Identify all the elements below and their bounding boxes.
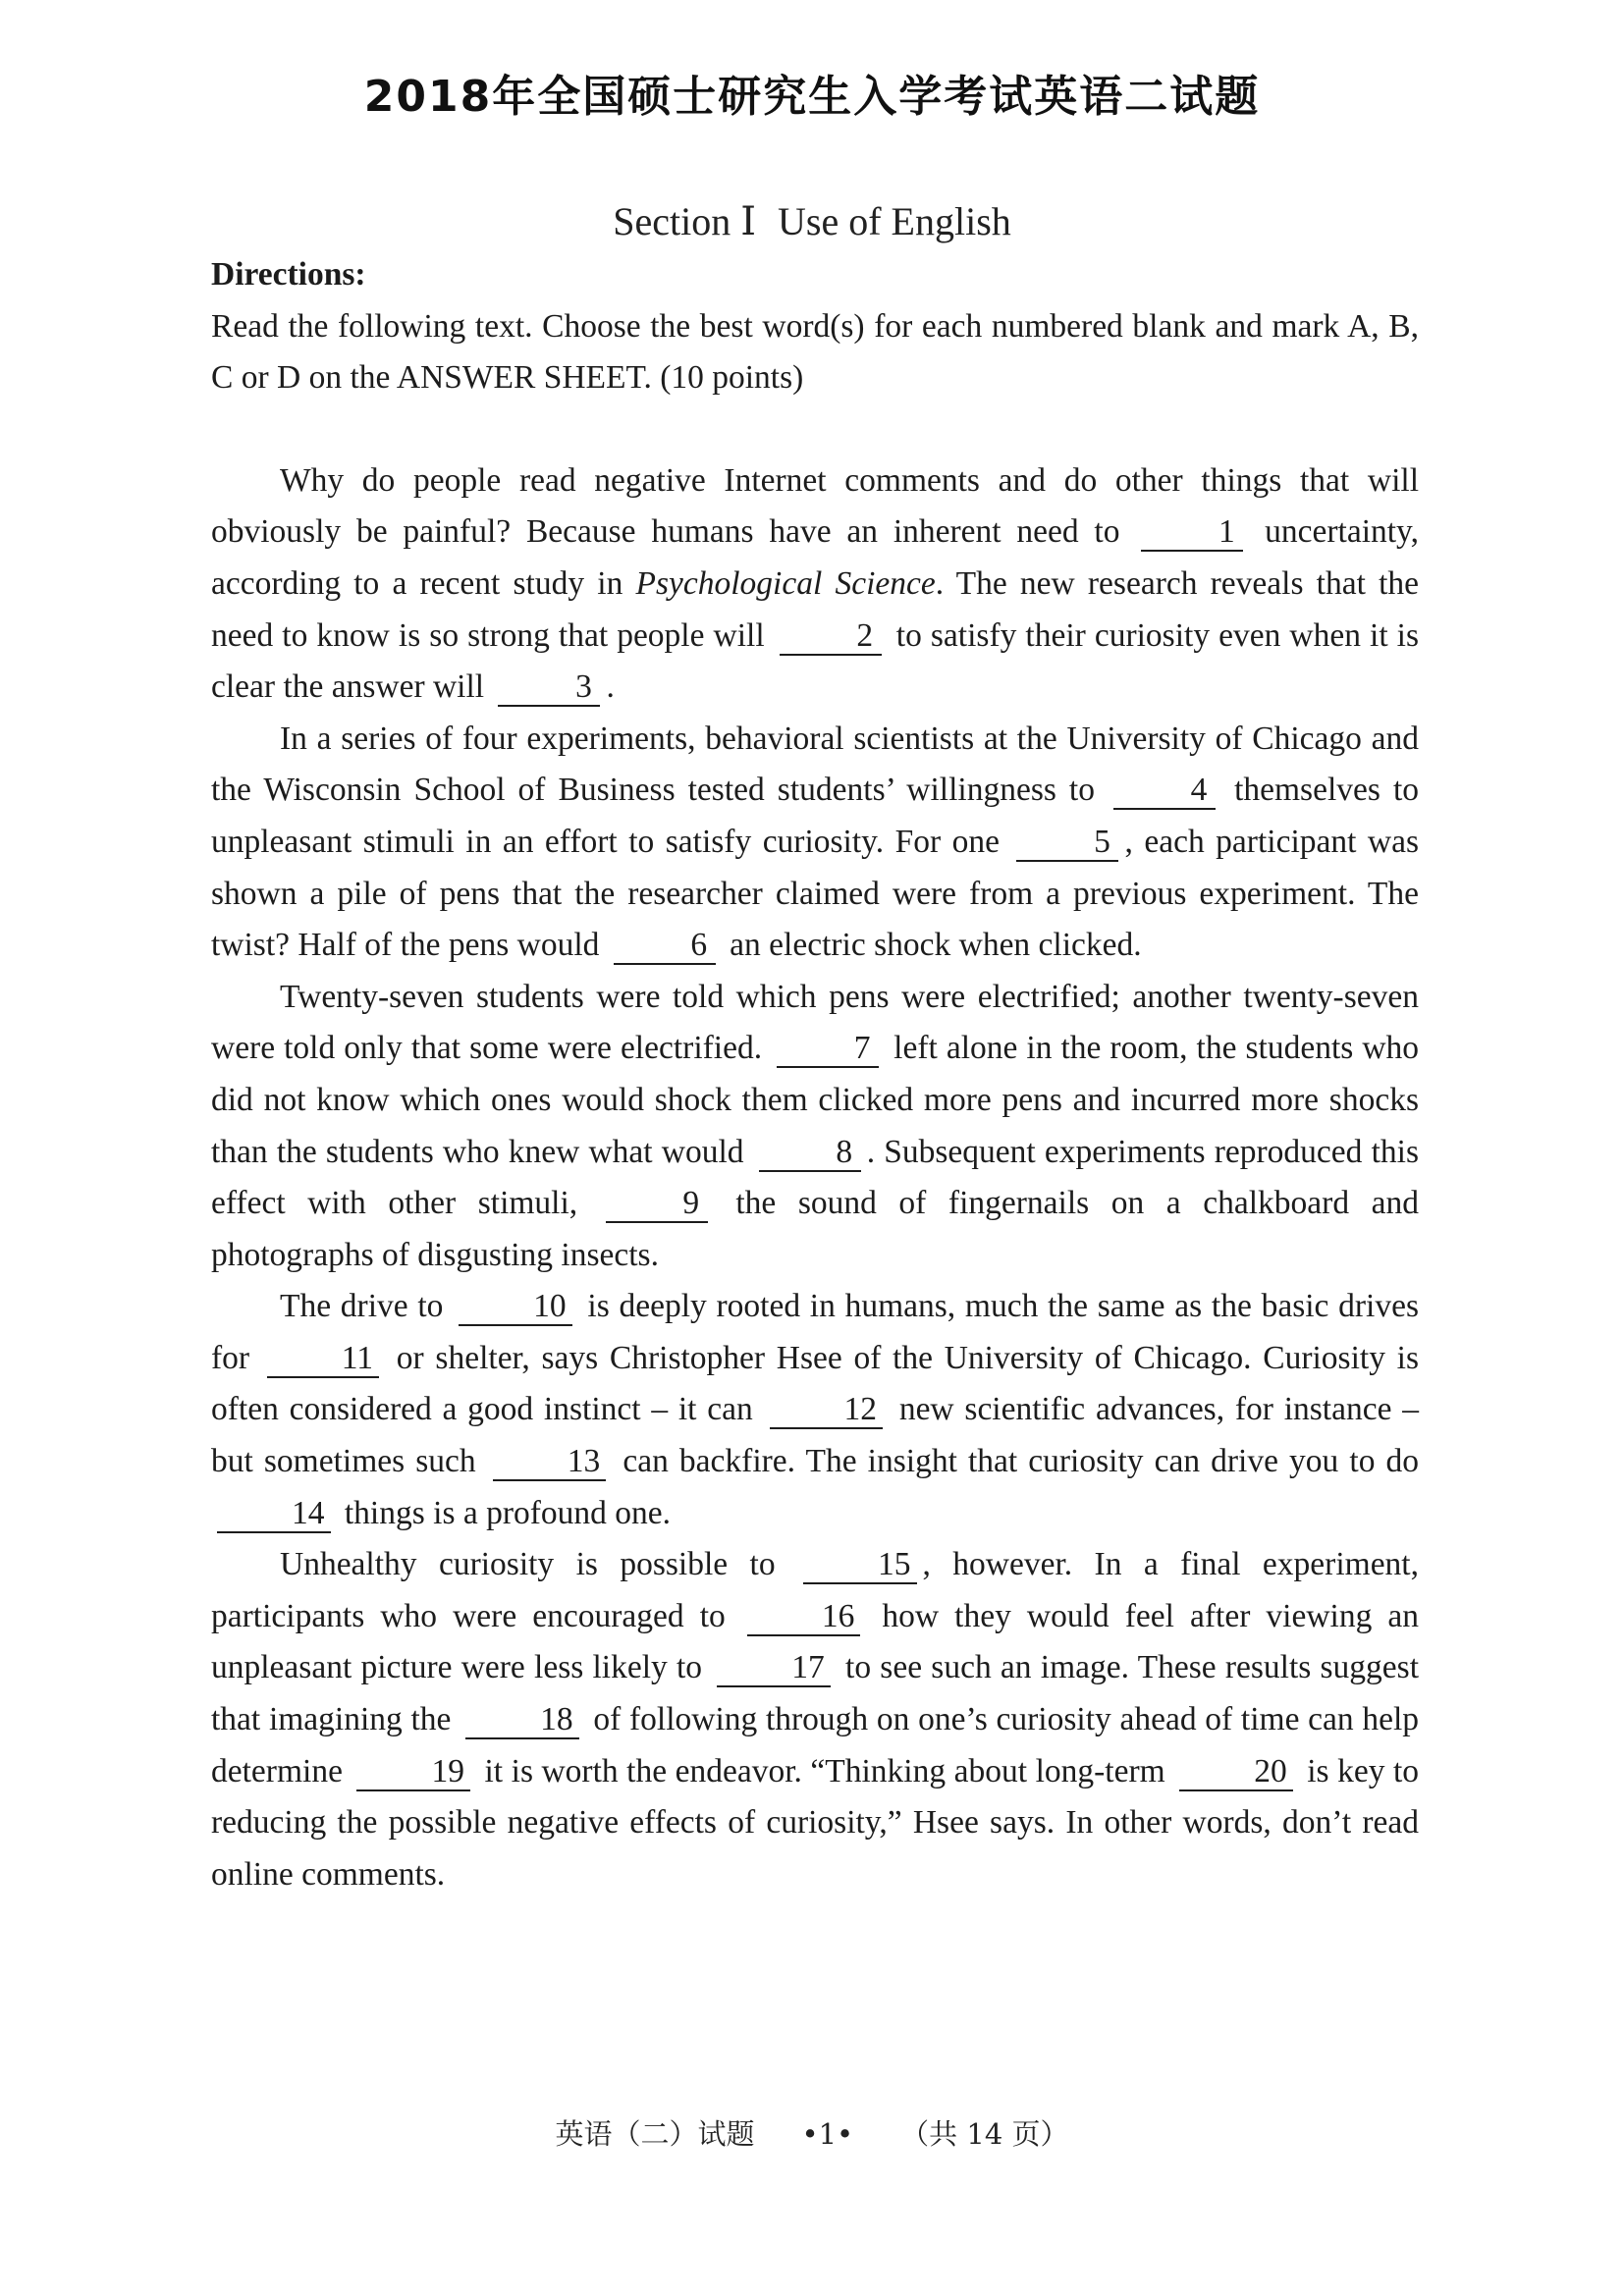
- journal-name: Psychological Science: [635, 564, 936, 602]
- blank-19: 19: [356, 1754, 470, 1791]
- blank-10: 10: [459, 1289, 572, 1326]
- blank-5: 5: [1016, 825, 1118, 862]
- page-footer: [0, 2112, 1624, 2153]
- blank-18: 18: [465, 1702, 579, 1739]
- blank-9: 9: [606, 1186, 708, 1223]
- passage-text: to satisfy their curiosity even when it is clear the answer will: [211, 616, 1420, 706]
- passage-text: left alone in the room, the students who did not know which ones would shock them clicked more pens and incurred more shocks than the students who knew what would: [211, 1030, 1420, 1170]
- passage-text: how they would feel after viewing an unpleasant picture were less likely to: [211, 1597, 1420, 1686]
- passage-text: to see such an image. These results suggest that imagining the: [211, 1649, 1420, 1738]
- section-heading: [0, 198, 1624, 244]
- passage-paragraph-3: [211, 972, 1419, 1282]
- footer-page-number: •1•: [801, 2117, 854, 2151]
- directions-text: Read the following text. Choose the best word(s) for each numbered blank and mark A, B, C or D on the ANSWER SHEET. (10 points): [211, 307, 1419, 397]
- blank-16: 16: [747, 1599, 861, 1636]
- passage-text: , however. In a final experiment, participants who were encouraged to: [211, 1546, 1419, 1634]
- blank-11: 11: [267, 1341, 379, 1378]
- blank-14: 14: [217, 1496, 331, 1533]
- passage-text: it is worth the endeavor. “Thinking about long-term: [484, 1752, 1165, 1789]
- passage-text: is key to reducing the possible negative effects of curiosity,” Hsee says. In other words, don’t read online comments.: [211, 1752, 1420, 1893]
- passage-text: or shelter, says Christopher Hsee of the University of Chicago. Curiosity is often considered a good instinct – it can: [211, 1339, 1420, 1428]
- blank-2: 2: [780, 618, 882, 656]
- passage-paragraph-4: [211, 1281, 1419, 1539]
- blank-4: 4: [1113, 773, 1216, 810]
- passage-text: . The new research reveals that the need to know is so strong that people will: [211, 564, 1420, 654]
- passage-paragraph-5: [211, 1539, 1419, 1900]
- passage-text: .: [606, 668, 615, 706]
- passage-text: Why do people read negative Internet comments and do other things that will obviously be painful? Because humans have an inherent need to: [211, 461, 1419, 551]
- passage-text: . Subsequent experiments reproduced this effect with other stimuli,: [211, 1133, 1419, 1222]
- directions-label: Directions:: [211, 256, 366, 293]
- blank-13: 13: [493, 1444, 607, 1481]
- footer-total-pages: （共 14 页）: [900, 2117, 1069, 2151]
- passage-text: can backfire. The insight that curiosity can drive you to do: [623, 1443, 1420, 1480]
- passage-paragraph-1: [211, 455, 1419, 714]
- passage-text: of following through on one’s curiosity ahead of time can help determine: [211, 1701, 1420, 1789]
- passage-text: themselves to unpleasant stimuli in an effort to satisfy curiosity. For one: [211, 772, 1419, 860]
- section-number: Section Ⅰ: [613, 199, 756, 243]
- blank-6: 6: [614, 928, 716, 965]
- blank-15: 15: [803, 1547, 917, 1584]
- passage-text: new scientific advances, for instance – but sometimes such: [211, 1391, 1419, 1480]
- blank-20: 20: [1179, 1754, 1293, 1791]
- blank-17: 17: [717, 1650, 831, 1687]
- blank-7: 7: [777, 1031, 879, 1068]
- passage-text: In a series of four experiments, behavioral scientists at the University of Chicago and the Wisconsin School of Business tested students’ willingness to: [211, 720, 1419, 809]
- passage-text: , each participant was shown a pile of pens that the researcher claimed were from a previous experiment. The twist? Half of the pens would: [211, 823, 1420, 964]
- passage-text: things is a profound one.: [344, 1494, 672, 1531]
- passage-text: is deeply rooted in humans, much the same as the basic drives for: [211, 1288, 1420, 1376]
- passage-text: Unhealthy curiosity is possible to: [280, 1546, 776, 1583]
- section-name: Use of English: [778, 199, 1011, 243]
- passage-paragraph-2: [211, 714, 1419, 972]
- exam-content: [211, 249, 1419, 1900]
- footer-subject: 英语（二）试题: [555, 2117, 755, 2151]
- blank-8: 8: [759, 1135, 861, 1172]
- passage-text: Twenty-seven students were told which pens were electrified; another twenty-seven were told only that some were electrified.: [211, 978, 1419, 1067]
- blank-3: 3: [498, 669, 600, 707]
- passage-text: The drive to: [280, 1288, 444, 1325]
- passage-text: an electric shock when clicked.: [730, 927, 1142, 964]
- passage-text: the sound of fingernails on a chalkboard and photographs of disgusting insects.: [211, 1185, 1420, 1273]
- blank-12: 12: [770, 1392, 884, 1429]
- blank-1: 1: [1141, 514, 1243, 552]
- exam-title: 2018年全国硕士研究生入学考试英语二试题: [363, 72, 1261, 122]
- passage-text: uncertainty, according to a recent study in: [211, 513, 1420, 602]
